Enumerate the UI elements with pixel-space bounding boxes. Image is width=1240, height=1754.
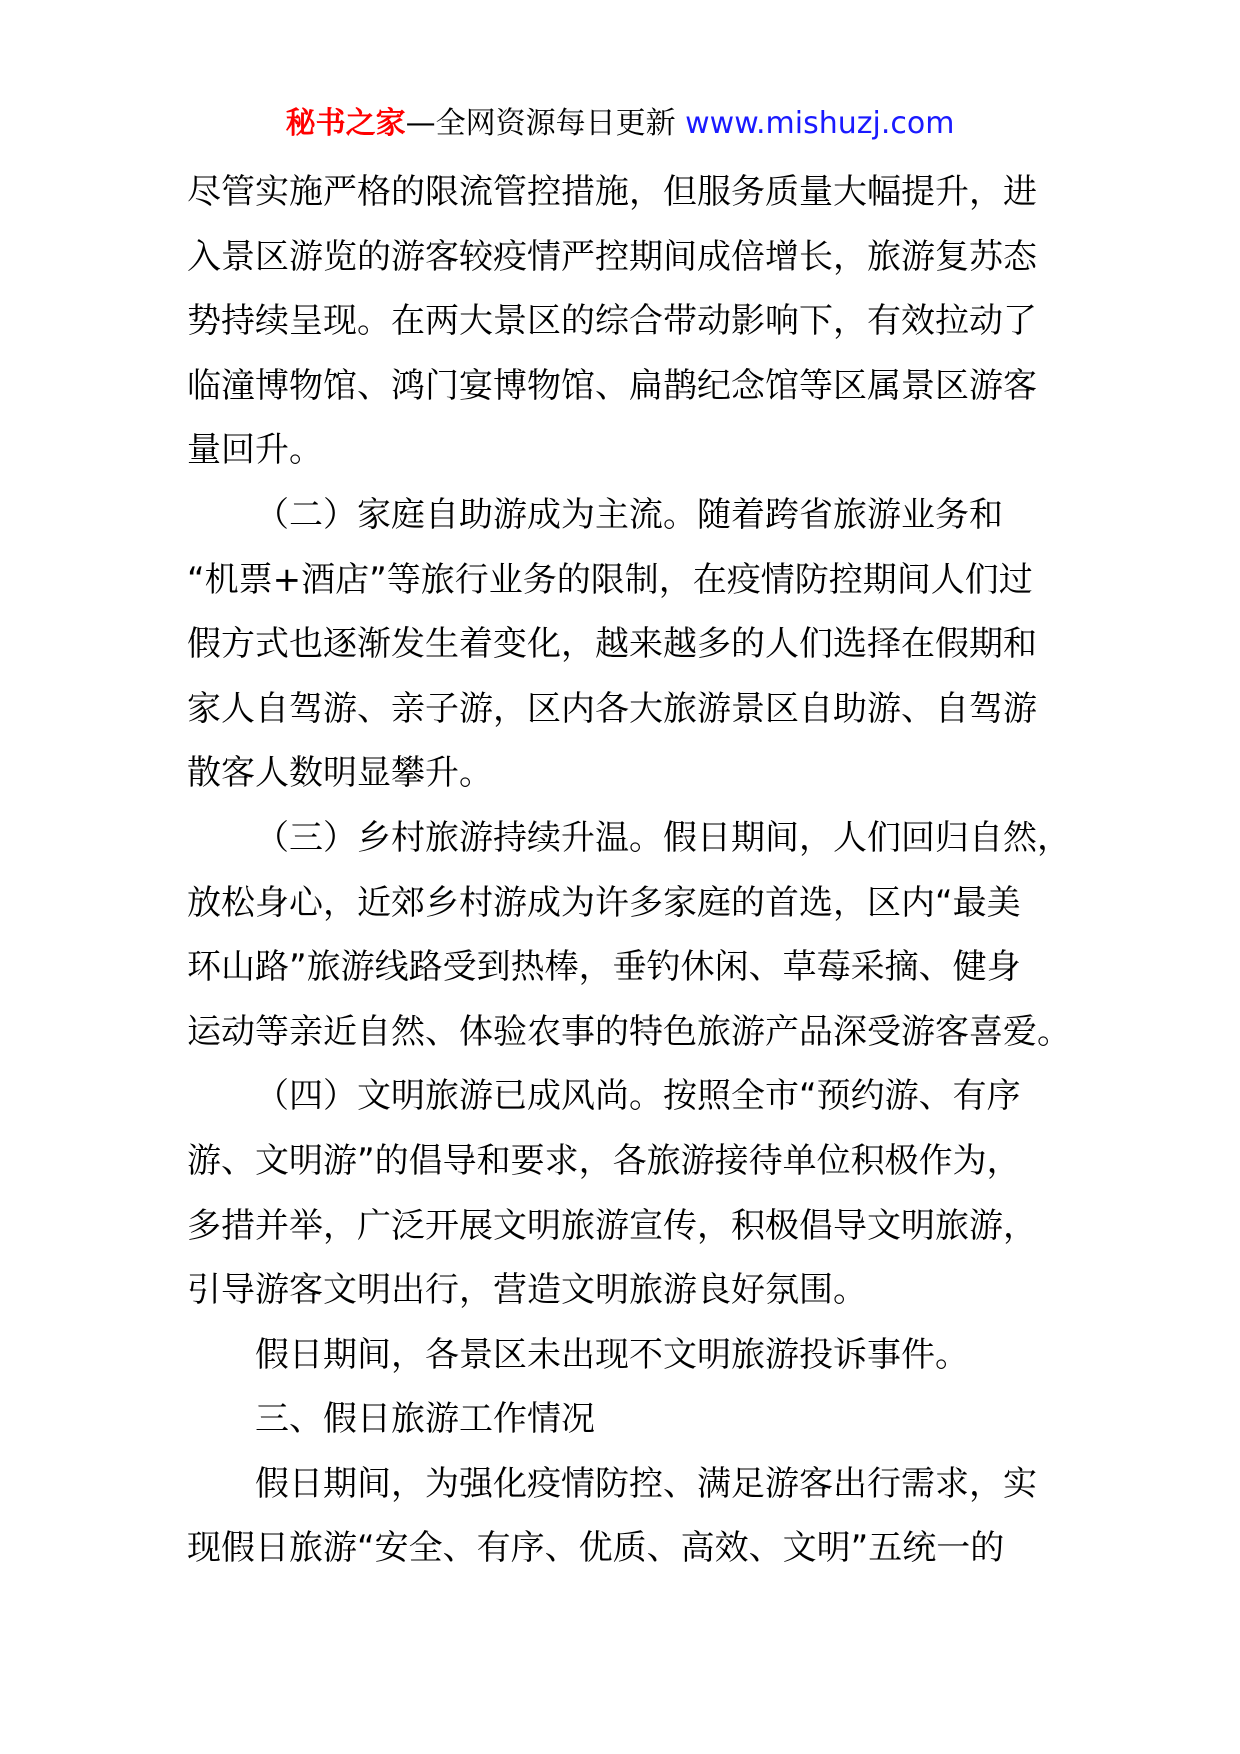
text-line: 现假日旅游“安全、有序、优质、高效、文明”五统一的 bbox=[187, 1528, 1005, 1569]
text-line: （三）乡村旅游持续升温。假日期间，人们回归自然， bbox=[255, 817, 1071, 858]
text-line: 入景区游览的游客较疫情严控期间成倍增长，旅游复苏态 bbox=[187, 236, 1037, 277]
paragraph-rural-tourism bbox=[187, 806, 1087, 1064]
paragraph-civilized-tourism bbox=[187, 1064, 1087, 1322]
text-line: 散客人数明显攀升。 bbox=[187, 753, 493, 794]
section-heading-text: 三、假日旅游工作情况 bbox=[255, 1399, 595, 1440]
site-tagline: —全网资源每日更新 bbox=[405, 106, 686, 141]
text-line: 临潼博物馆、鸿门宴博物馆、扁鹊纪念馆等区属景区游客 bbox=[187, 365, 1037, 406]
paragraph-no-complaints bbox=[187, 1323, 1087, 1388]
paragraph-self-guided-tours bbox=[187, 483, 1087, 806]
text-line: 游、文明游”的倡导和要求，各旅游接待单位积极作为， bbox=[187, 1140, 1021, 1181]
text-line: 假日期间，为强化疫情防控、满足游客出行需求，实 bbox=[255, 1463, 1037, 1504]
text-line: （四）文明旅游已成风尚。按照全市“预约游、有序 bbox=[255, 1076, 1021, 1117]
site-name: 秘书之家 bbox=[285, 106, 406, 141]
text-line: 引导游客文明出行，营造文明旅游良好氛围。 bbox=[187, 1270, 867, 1311]
text-line: 量回升。 bbox=[187, 430, 323, 471]
text-line: 环山路”旅游线路受到热棒，垂钓休闲、草莓采摘、健身 bbox=[187, 947, 1021, 988]
text-line: 假日期间，各景区未出现不文明旅游投诉事件。 bbox=[255, 1334, 969, 1375]
text-line: （二）家庭自助游成为主流。随着跨省旅游业务和 bbox=[255, 494, 1003, 535]
text-line: 放松身心，近郊乡村游成为许多家庭的首选，区内“最美 bbox=[187, 882, 1021, 923]
site-url[interactable]: www.mishuzj.com bbox=[685, 106, 955, 141]
text-line: 家人自驾游、亲子游，区内各大旅游景区自助游、自驾游 bbox=[187, 688, 1037, 729]
section-heading bbox=[187, 1387, 1087, 1452]
text-line: 假方式也逐渐发生着变化，越来越多的人们选择在假期和 bbox=[187, 624, 1037, 665]
text-line: “机票+酒店”等旅行业务的限制，在疫情防控期间人们过 bbox=[187, 559, 1033, 600]
text-line: 运动等亲近自然、体验农事的特色旅游产品深受游客喜爱。 bbox=[187, 1011, 1071, 1052]
document-body bbox=[187, 160, 1087, 1581]
paragraph-holiday-work bbox=[187, 1452, 1087, 1581]
paragraph-continuation bbox=[187, 160, 1087, 483]
text-line: 多措并举，广泛开展文明旅游宣传，积极倡导文明旅游， bbox=[187, 1205, 1037, 1246]
text-line: 尽管实施严格的限流管控措施，但服务质量大幅提升，进 bbox=[187, 172, 1037, 212]
site-header bbox=[0, 102, 1240, 146]
text-line: 势持续呈现。在两大景区的综合带动影响下，有效拉动了 bbox=[187, 301, 1037, 342]
